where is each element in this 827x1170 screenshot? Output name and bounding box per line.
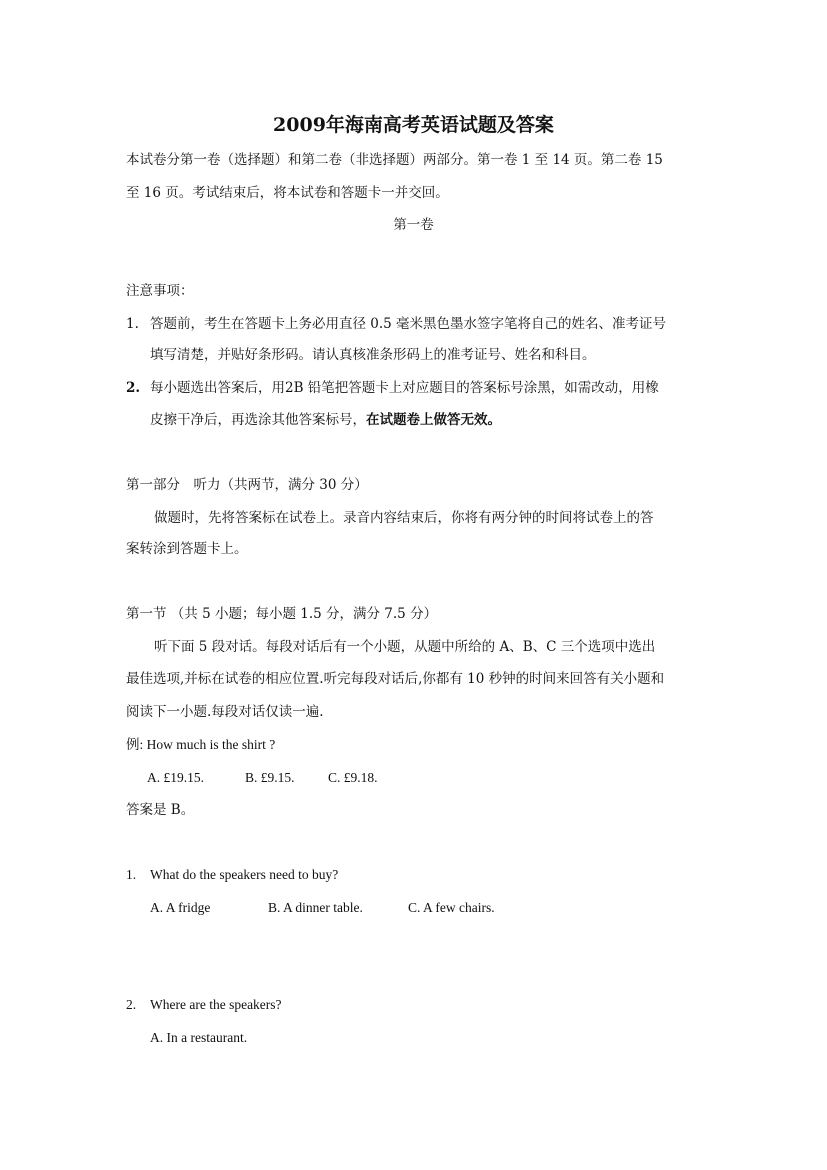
section1-heading: 第一节 （共 5 小题；每小题 1.5 分，满分 7.5 分） [126,606,438,622]
notes-item-2-line-2 [150,410,501,430]
notes-heading: 注意事项： [126,283,194,299]
intro-line-2: 至 16 页。考试结束后，将本试卷和答题卡一并交回。 [126,185,449,201]
notes-item-2-bold-warning: 在试题卷上做答无效。 [366,412,501,428]
part1-instruction-line-2: 案转涂到答题卡上。 [126,541,248,557]
example-option-c: C. £9.18. [328,770,378,785]
notes-item-1-number: 1. [126,316,139,332]
question-1-number: 1. [126,867,137,882]
section1-instruction-line-1: 听下面 5 段对话。每段对话后有一个小题，从题中所给的 A、B、C 三个选项中选出 [154,639,656,655]
section1-instruction-line-2: 最佳选项,并标在试卷的相应位置.听完每段对话后,你都有 10 秒钟的时间来回答有关小题和 [126,671,665,687]
notes-item-2-number: 2. [126,380,141,396]
example-option-a: A. £19.15. [147,770,204,785]
question-1-text: What do the speakers need to buy? [150,867,339,882]
section1-instruction-line-3: 阅读下一小题.每段对话仅读一遍. [126,704,324,720]
question-2-text: Where are the speakers? [150,997,282,1012]
question-2-number: 2. [126,997,137,1012]
part1-instruction-line-1: 做题时，先将答案标在试卷上。录音内容结束后，你将有两分钟的时间将试卷上的答 [154,510,654,526]
notes-item-1-line-2: 填写清楚，并贴好条形码。请认真核准条形码上的准考证号、姓名和科目。 [150,347,596,363]
notes-item-2-line-1: 每小题选出答案后，用2B 铅笔把答题卡上对应题目的答案标号涂黑，如需改动，用橡 [150,380,659,396]
example-question: 例: How much is the shirt ? [126,737,276,752]
example-answer: 答案是 B。 [126,802,195,818]
part1-heading: 第一部分 听力（共两节，满分 30 分） [126,477,368,493]
intro-line-1: 本试卷分第一卷（选择题）和第二卷（非选择题）两部分。第一卷 1 至 14 页。第二卷 15 [126,152,663,168]
example-option-b: B. £9.15. [245,770,295,785]
volume-heading: 第一卷 [393,217,434,233]
question-1-option-a: A. A fridge [150,900,211,915]
notes-item-2-line-2-text: 皮擦干净后，再选涂其他答案标号， [150,412,366,428]
question-1-option-c: C. A few chairs. [408,900,495,915]
notes-item-1-line-1: 答题前，考生在答题卡上务必用直径 0.5 毫米黑色墨水签字笔将自己的姓名、准考证号 [150,316,667,332]
question-1-option-b: B. A dinner table. [268,900,363,915]
question-2-option-a: A. In a restaurant. [150,1030,248,1045]
page-title: 2009年海南高考英语试题及答案 [273,114,554,136]
